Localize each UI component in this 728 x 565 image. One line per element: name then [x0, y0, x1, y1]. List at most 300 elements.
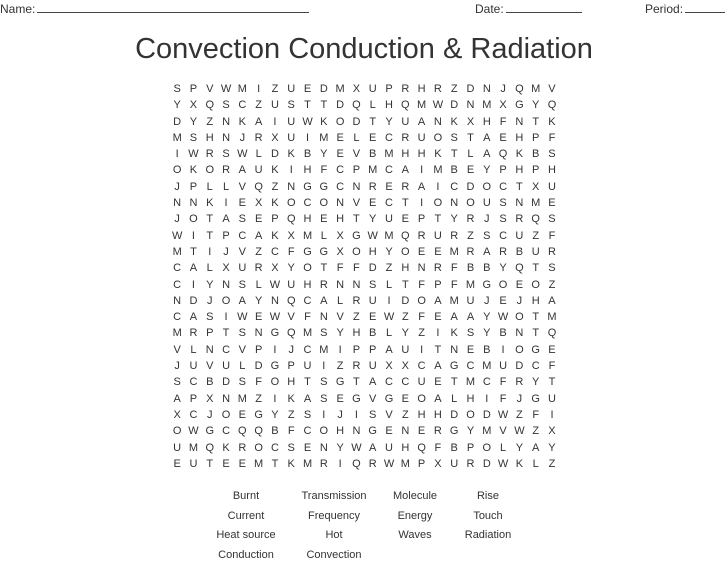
grid-letter: W	[171, 229, 183, 242]
grid-letter: W	[302, 115, 313, 128]
grid-letter: U	[173, 441, 182, 454]
grid-letter: H	[287, 376, 296, 389]
grid-letter: C	[270, 245, 279, 258]
grid-letter: G	[352, 229, 361, 242]
grid-letter: Y	[336, 327, 344, 340]
grid-letter: L	[532, 457, 539, 470]
grid-letter: Y	[320, 148, 328, 161]
grid-row	[169, 293, 560, 309]
grid-letter: V	[287, 311, 295, 324]
grid-letter: E	[173, 457, 181, 470]
grid-letter: T	[353, 213, 360, 226]
grid-letter: G	[531, 392, 540, 405]
grid-letter: T	[353, 376, 360, 389]
grid-letter: K	[206, 197, 214, 210]
grid-letter: C	[385, 164, 393, 177]
grid-letter: G	[515, 99, 524, 112]
grid-letter: G	[531, 343, 540, 356]
grid-letter: X	[401, 360, 409, 373]
grid-letter: X	[189, 99, 198, 112]
grid-letter: H	[303, 278, 312, 291]
grid-letter: B	[515, 245, 524, 258]
grid-letter: N	[515, 115, 524, 128]
grid-row	[169, 211, 560, 227]
grid-letter: I	[501, 343, 505, 356]
grid-letter: I	[387, 294, 391, 307]
grid-letter: R	[401, 180, 410, 193]
grid-letter: M	[482, 360, 492, 373]
grid-letter: E	[401, 213, 409, 226]
grid-letter: U	[450, 457, 459, 470]
grid-letter: S	[483, 229, 491, 242]
grid-letter: D	[466, 83, 475, 95]
grid-letter: N	[205, 343, 214, 356]
grid-letter: A	[483, 131, 491, 144]
grid-letter: H	[303, 213, 312, 226]
grid-letter: X	[352, 83, 361, 95]
grid-letter: N	[450, 197, 459, 210]
grid-letter: X	[548, 425, 556, 438]
grid-letter: Y	[450, 213, 458, 226]
grid-letter: R	[450, 229, 459, 242]
grid-letter: S	[173, 83, 181, 95]
grid-letter: U	[385, 213, 393, 226]
grid-letter: S	[222, 148, 230, 161]
grid-letter: U	[401, 115, 410, 128]
grid-letter: D	[222, 376, 231, 389]
grid-letter: I	[436, 327, 440, 340]
grid-letter: B	[271, 425, 279, 438]
grid-letter: E	[369, 197, 377, 210]
grid-letter: R	[417, 229, 426, 242]
grid-letter: G	[205, 425, 215, 438]
grid-letter: P	[189, 392, 198, 405]
grid-letter: O	[466, 408, 475, 421]
grid-letter: W	[514, 425, 525, 438]
grid-letter: T	[369, 115, 377, 128]
grid-letter: Z	[206, 115, 214, 128]
grid-letter: F	[532, 408, 540, 421]
grid-letter: G	[270, 360, 280, 373]
grid-letter: A	[548, 294, 556, 307]
grid-letter: S	[206, 311, 214, 324]
grid-letter: A	[303, 392, 312, 405]
grid-letter: N	[352, 278, 361, 291]
grid-letter: A	[417, 180, 426, 193]
word-list-item: Convection	[306, 548, 362, 561]
grid-letter: S	[222, 99, 230, 112]
grid-letter: P	[271, 213, 279, 226]
grid-letter: U	[548, 392, 556, 405]
grid-letter: E	[303, 441, 312, 454]
grid-letter: J	[288, 343, 294, 356]
grid-letter: E	[336, 131, 344, 144]
grid-letter: A	[238, 294, 246, 307]
grid-letter: C	[401, 376, 410, 389]
grid-letter: G	[319, 245, 329, 258]
grid-letter: I	[273, 115, 277, 128]
grid-letter: A	[532, 441, 540, 454]
grid-letter: K	[287, 392, 295, 405]
grid-letter: D	[450, 408, 459, 421]
grid-letter: Q	[286, 213, 296, 226]
date-field	[475, 1, 582, 17]
grid-letter: Q	[352, 99, 361, 112]
grid-letter: S	[369, 408, 377, 421]
grid-letter: J	[239, 131, 246, 144]
grid-letter: T	[304, 99, 311, 112]
grid-letter: X	[336, 229, 344, 242]
grid-letter: E	[499, 131, 507, 144]
grid-letter: N	[515, 327, 524, 340]
grid-letter: I	[420, 164, 424, 177]
grid-letter: G	[368, 425, 377, 438]
grid-letter: D	[352, 115, 361, 128]
grid-letter: E	[303, 83, 312, 95]
grid-letter: V	[238, 180, 246, 193]
grid-letter: C	[450, 180, 459, 193]
grid-letter: M	[172, 245, 182, 258]
grid-letter: S	[320, 392, 328, 405]
grid-letter: I	[224, 311, 228, 324]
grid-letter: I	[191, 229, 195, 242]
grid-letter: X	[466, 115, 475, 128]
grid-letter: Z	[255, 392, 262, 405]
grid-letter: Y	[287, 262, 295, 275]
grid-letter: V	[352, 197, 361, 210]
grid-letter: J	[174, 180, 180, 193]
grid-letter: J	[223, 245, 229, 258]
grid-row	[169, 456, 560, 472]
grid-letter: R	[466, 245, 475, 258]
grid-letter: O	[221, 294, 231, 307]
word-search-grid	[169, 81, 560, 472]
grid-letter: K	[287, 457, 295, 470]
grid-letter: C	[303, 343, 312, 356]
grid-letter: Q	[254, 180, 263, 193]
grid-letter: X	[206, 392, 214, 405]
grid-letter: R	[433, 83, 442, 95]
grid-letter: W	[367, 229, 378, 242]
grid-letter: X	[532, 180, 540, 193]
grid-letter: B	[369, 327, 377, 340]
grid-letter: S	[369, 278, 377, 291]
word-list-item: Frequency	[308, 509, 360, 522]
grid-letter: F	[499, 115, 507, 128]
grid-letter: T	[271, 457, 279, 470]
grid-letter: E	[336, 148, 344, 161]
grid-letter: G	[384, 392, 394, 405]
grid-letter: T	[206, 213, 214, 226]
grid-letter: M	[335, 83, 345, 95]
grid-row	[169, 130, 560, 146]
grid-row	[169, 440, 560, 456]
grid-letter: I	[420, 343, 424, 356]
grid-letter: E	[238, 197, 246, 210]
grid-letter: S	[450, 131, 458, 144]
grid-letter: T	[548, 376, 556, 389]
grid-letter: E	[369, 311, 377, 324]
grid-letter: K	[287, 148, 295, 161]
grid-letter: V	[369, 392, 377, 405]
grid-letter: Q	[352, 457, 361, 470]
grid-letter: W	[188, 425, 199, 438]
grid-letter: Y	[515, 441, 524, 454]
grid-letter: Y	[336, 441, 344, 454]
grid-letter: J	[174, 213, 180, 226]
grid-letter: M	[482, 425, 492, 438]
grid-letter: M	[531, 83, 541, 95]
grid-letter: N	[352, 425, 361, 438]
grid-letter: F	[450, 278, 458, 291]
grid-letter: O	[189, 213, 198, 226]
grid-letter: V	[238, 343, 246, 356]
grid-letter: R	[401, 131, 410, 144]
grid-letter: U	[189, 457, 198, 470]
word-list-item: Waves	[398, 529, 432, 542]
grid-letter: Z	[548, 457, 556, 470]
grid-letter: S	[548, 213, 556, 226]
grid-letter: N	[222, 131, 231, 144]
grid-letter: U	[385, 441, 393, 454]
grid-letter: I	[208, 245, 212, 258]
grid-letter: M	[172, 131, 182, 144]
grid-letter: H	[417, 408, 426, 421]
grid-letter: M	[319, 131, 329, 144]
grid-letter: Y	[401, 327, 409, 340]
grid-letter: R	[222, 164, 231, 177]
grid-letter: E	[385, 180, 393, 193]
grid-letter: D	[482, 408, 491, 421]
grid-letter: C	[336, 180, 345, 193]
grid-letter: D	[189, 294, 198, 307]
grid-letter: G	[352, 392, 361, 405]
grid-letter: N	[222, 115, 231, 128]
grid-letter: Z	[532, 229, 540, 242]
grid-row	[169, 260, 560, 276]
grid-letter: F	[548, 229, 556, 242]
grid-letter: Z	[450, 83, 458, 95]
grid-letter: B	[499, 327, 507, 340]
grid-letter: T	[450, 376, 458, 389]
grid-letter: I	[257, 83, 261, 95]
grid-letter: Q	[498, 148, 508, 161]
grid-letter: U	[401, 343, 410, 356]
grid-letter: Z	[418, 327, 425, 340]
grid-letter: B	[466, 262, 475, 275]
word-list-item: Burnt	[232, 490, 260, 502]
grid-letter: H	[548, 164, 556, 177]
grid-letter: X	[287, 229, 295, 242]
grid-letter: M	[465, 278, 476, 291]
word-list-item: Hot	[325, 529, 343, 542]
grid-letter: Y	[548, 441, 556, 454]
grid-letter: F	[353, 262, 360, 275]
grid-letter: Z	[255, 245, 262, 258]
grid-letter: U	[287, 131, 296, 144]
grid-letter: M	[368, 164, 378, 177]
grid-letter: R	[368, 457, 377, 470]
grid-letter: E	[548, 197, 556, 210]
grid-letter: O	[172, 425, 182, 438]
grid-letter: R	[319, 278, 328, 291]
grid-letter: V	[173, 343, 181, 356]
grid-letter: S	[499, 197, 507, 210]
grid-letter: I	[436, 180, 440, 193]
grid-letter: T	[532, 262, 540, 275]
grid-letter: O	[221, 408, 231, 421]
grid-letter: P	[369, 343, 377, 356]
grid-letter: C	[238, 229, 247, 242]
grid-letter: E	[401, 392, 409, 405]
grid-letter: D	[173, 115, 182, 128]
word-list-item: Energy	[397, 509, 433, 522]
grid-letter: D	[254, 360, 263, 373]
grid-letter: Y	[385, 245, 393, 258]
word-list-item: Molecule	[392, 490, 438, 502]
grid-letter: S	[173, 376, 181, 389]
grid-letter: A	[173, 392, 181, 405]
grid-letter: H	[417, 148, 426, 161]
grid-letter: F	[548, 131, 556, 144]
grid-letter: L	[239, 360, 246, 373]
grid-letter: O	[401, 245, 410, 258]
grid-letter: M	[172, 327, 182, 340]
grid-letter: P	[352, 164, 361, 177]
grid-letter: B	[450, 441, 458, 454]
grid-letter: A	[189, 311, 198, 324]
grid-letter: J	[516, 392, 523, 405]
grid-letter: F	[450, 262, 458, 275]
grid-letter: C	[336, 164, 345, 177]
grid-letter: T	[206, 229, 214, 242]
grid-letter: N	[319, 441, 328, 454]
page-title: Convection Conduction & Radiation	[135, 33, 593, 65]
grid-letter: V	[336, 311, 344, 324]
grid-letter: P	[417, 213, 426, 226]
grid-letter: P	[385, 83, 393, 95]
grid-letter: H	[515, 131, 524, 144]
grid-letter: Y	[466, 425, 475, 438]
grid-letter: R	[254, 262, 263, 275]
grid-letter: V	[238, 245, 246, 258]
grid-letter: S	[287, 441, 295, 454]
grid-letter: J	[500, 83, 506, 95]
grid-letter: N	[433, 115, 442, 128]
grid-letter: I	[550, 408, 554, 421]
grid-letter: G	[482, 278, 492, 291]
grid-letter: K	[515, 457, 524, 470]
grid-letter: U	[254, 164, 263, 177]
grid-letter: U	[238, 262, 247, 275]
grid-letter: F	[304, 311, 311, 324]
grid-letter: C	[303, 197, 312, 210]
grid-letter: H	[401, 148, 410, 161]
grid-letter: W	[237, 148, 248, 161]
grid-letter: E	[369, 131, 377, 144]
grid-letter: Z	[516, 408, 523, 421]
grid-letter: I	[289, 164, 293, 177]
grid-row	[169, 179, 560, 195]
grid-letter: N	[222, 278, 231, 291]
grid-letter: U	[368, 83, 377, 95]
grid-letter: R	[401, 83, 410, 95]
grid-letter: S	[238, 278, 246, 291]
grid-letter: S	[466, 327, 475, 340]
grid-letter: L	[353, 131, 360, 144]
grid-letter: T	[532, 115, 540, 128]
date-label: Date:	[475, 2, 504, 16]
grid-letter: U	[515, 229, 524, 242]
grid-letter: E	[434, 245, 442, 258]
grid-letter: Z	[401, 408, 409, 421]
word-list-item: Conduction	[218, 548, 274, 561]
grid-letter: I	[354, 408, 358, 421]
grid-letter: A	[189, 262, 198, 275]
grid-letter: A	[483, 148, 491, 161]
grid-letter: U	[531, 245, 540, 258]
grid-letter: C	[270, 441, 279, 454]
grid-letter: H	[466, 392, 475, 405]
grid-letter: K	[271, 229, 279, 242]
grid-letter: Y	[483, 311, 491, 324]
grid-letter: Y	[483, 164, 491, 177]
grid-letter: I	[485, 392, 489, 405]
grid-row	[169, 244, 560, 260]
grid-letter: S	[238, 376, 246, 389]
grid-letter: U	[499, 360, 508, 373]
period-blank-line	[685, 1, 725, 13]
grid-letter: W	[351, 441, 362, 454]
grid-letter: L	[500, 441, 507, 454]
grid-letter: R	[352, 294, 361, 307]
grid-letter: C	[189, 408, 198, 421]
grid-letter: M	[237, 392, 247, 405]
grid-letter: N	[336, 197, 345, 210]
grid-letter: T	[532, 311, 540, 324]
grid-letter: U	[466, 294, 475, 307]
grid-letter: P	[189, 83, 198, 95]
grid-letter: X	[173, 408, 181, 421]
grid-letter: W	[383, 457, 395, 470]
grid-letter: R	[466, 457, 475, 470]
grid-letter: P	[434, 278, 442, 291]
grid-letter: C	[385, 131, 393, 144]
grid-letter: O	[482, 180, 492, 193]
grid-letter: U	[548, 180, 556, 193]
grid-letter: P	[417, 457, 426, 470]
grid-letter: X	[336, 245, 344, 258]
grid-letter: I	[322, 408, 326, 421]
grid-letter: U	[368, 294, 377, 307]
grid-letter: R	[466, 213, 475, 226]
grid-letter: R	[499, 245, 508, 258]
period-label: Period:	[645, 2, 684, 16]
grid-letter: R	[189, 327, 198, 340]
grid-row	[169, 423, 560, 439]
grid-letter: M	[531, 197, 541, 210]
grid-letter: Q	[205, 441, 215, 454]
grid-letter: P	[352, 343, 361, 356]
grid-letter: Y	[532, 99, 540, 112]
grid-letter: E	[222, 457, 230, 470]
grid-letter: U	[482, 197, 491, 210]
grid-letter: J	[484, 213, 490, 226]
grid-letter: W	[497, 311, 509, 324]
grid-letter: L	[385, 278, 393, 291]
grid-letter: W	[269, 278, 281, 291]
grid-letter: W	[220, 83, 232, 95]
